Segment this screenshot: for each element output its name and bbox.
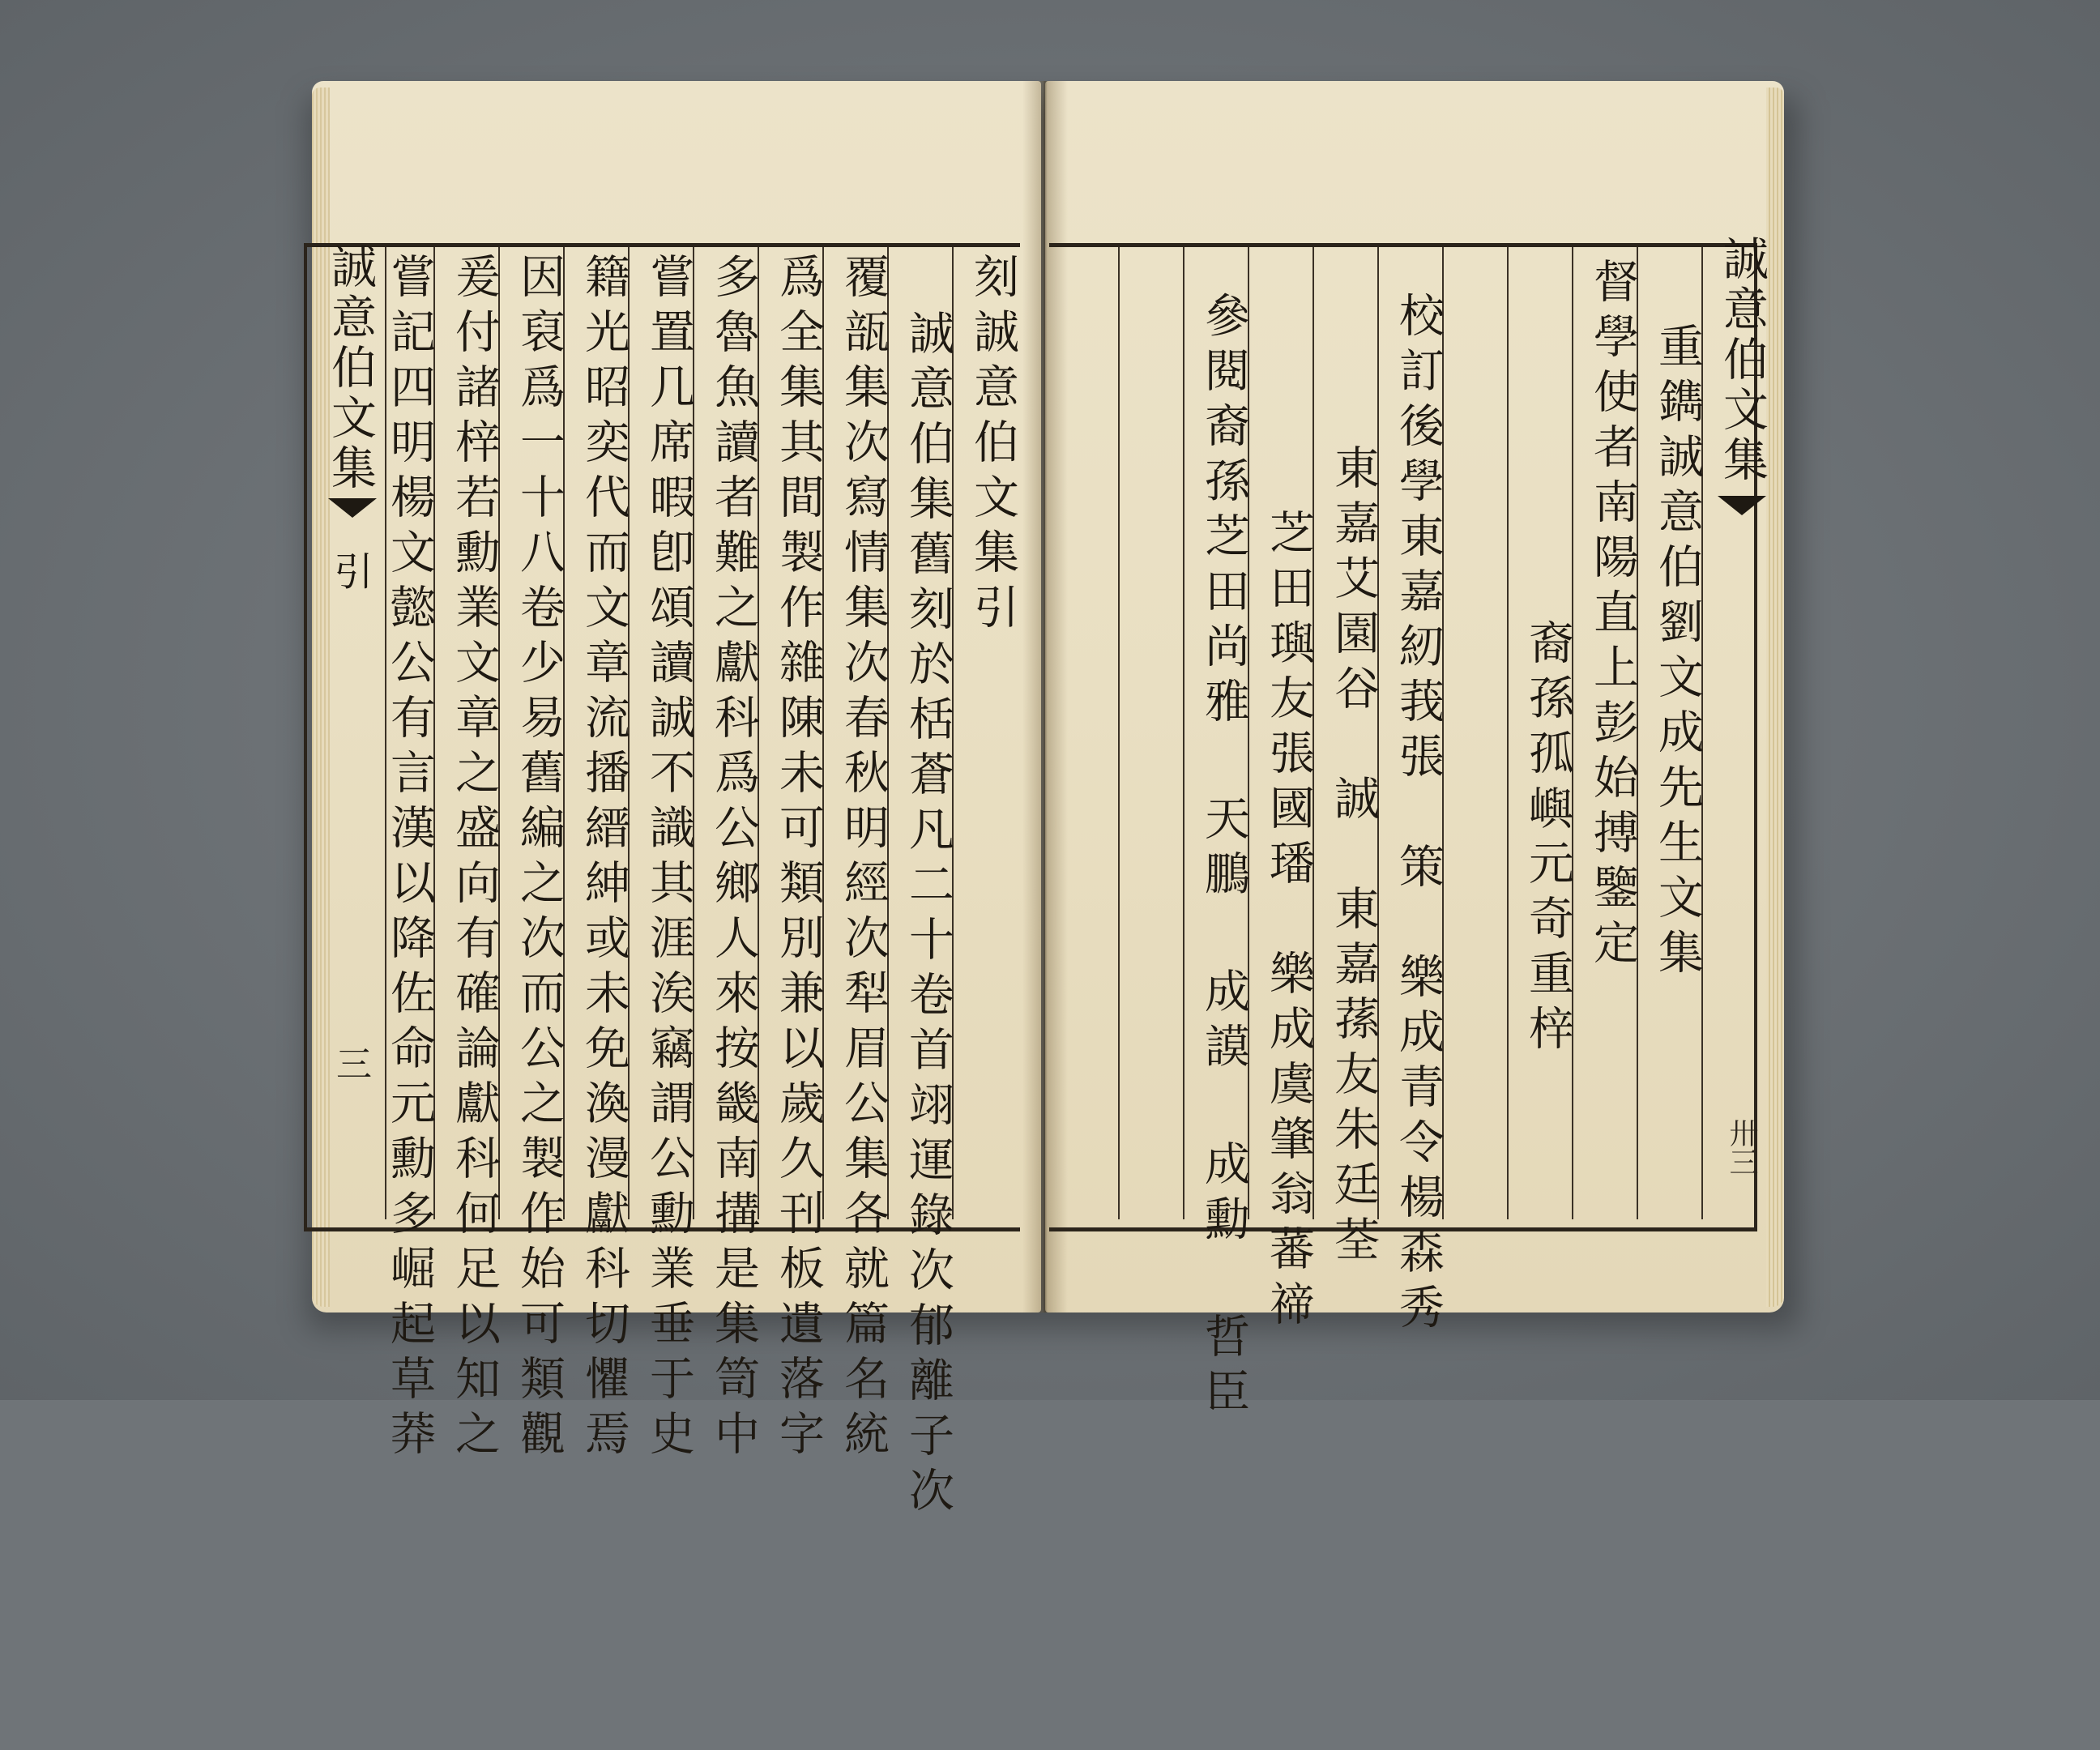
left-column-5: 多魯魚讀者難之獻科爲公鄉人來按畿南搆是集笥中 (707, 253, 760, 1465)
right-column-3: 裔孫孤嶼元奇重梓 (1522, 454, 1574, 1060)
left-column-8: 因裒爲一十八卷少易舊編之次而公之製作始可類觀 (513, 253, 566, 1465)
right-column-6: 芝田璵友張國璠 樂成虞肇翁蕃禘 (1262, 454, 1315, 1335)
fishtail-mark (328, 498, 377, 518)
left-margin-title: 誠意伯文集 (324, 243, 377, 494)
right-margin-page-number: 卅三 (1725, 1118, 1758, 1176)
left-column-6: 嘗置几席暇卽頌讀誠不識其涯涘竊謂公勳業垂于史 (642, 253, 695, 1465)
left-column-7: 籍光昭奕代而文章流播縉紳或未免渙漫獻科切懼焉 (578, 253, 630, 1465)
left-column-4: 爲全集其間製作雜陳未可類別兼以歲久刊板遺落字 (772, 253, 825, 1465)
left-column-9: 爰付諸梓若勳業文章之盛向有確論獻科何足以知之 (448, 253, 501, 1465)
right-column-2: 督學使者南陽直上彭始搏鑒定 (1586, 258, 1639, 974)
right-column-1: 重鐫誠意伯劉文成先生文集 (1651, 322, 1704, 984)
right-column-5: 東嘉艾園谷 誠 東嘉蓀友朱廷荃 (1327, 389, 1380, 1270)
left-column-10: 嘗記四明楊文懿公有言漢以降佐命元勳多崛起草莽 (383, 253, 436, 1465)
right-column-7: 參閱裔孫芝田尚雅 天鵬 成謨 成勳 哲臣 (1197, 292, 1250, 1423)
left-margin-page-number: 三 (330, 1045, 371, 1086)
fishtail-mark (1718, 496, 1766, 515)
right-column-8 (1126, 292, 1191, 1588)
right-margin-title: 誠意伯文集 (1716, 235, 1769, 486)
left-margin-section: 引 (327, 551, 373, 595)
right-column-4: 校訂後學東嘉紉莪張 策 樂成青令楊森秀 (1392, 292, 1445, 1338)
left-column-3: 覆瓿集次寫情集次春秋明經次犁眉公集各就篇名統 (837, 253, 890, 1465)
right-column-9 (1061, 292, 1126, 1588)
left-column-1: 刻誠意伯文集引 (967, 253, 1019, 638)
column-rule (1507, 247, 1509, 1219)
left-column-2: 誠意伯集舊刻於栝蒼凡二十卷首翊運錄次郁離子次 (902, 309, 954, 1522)
